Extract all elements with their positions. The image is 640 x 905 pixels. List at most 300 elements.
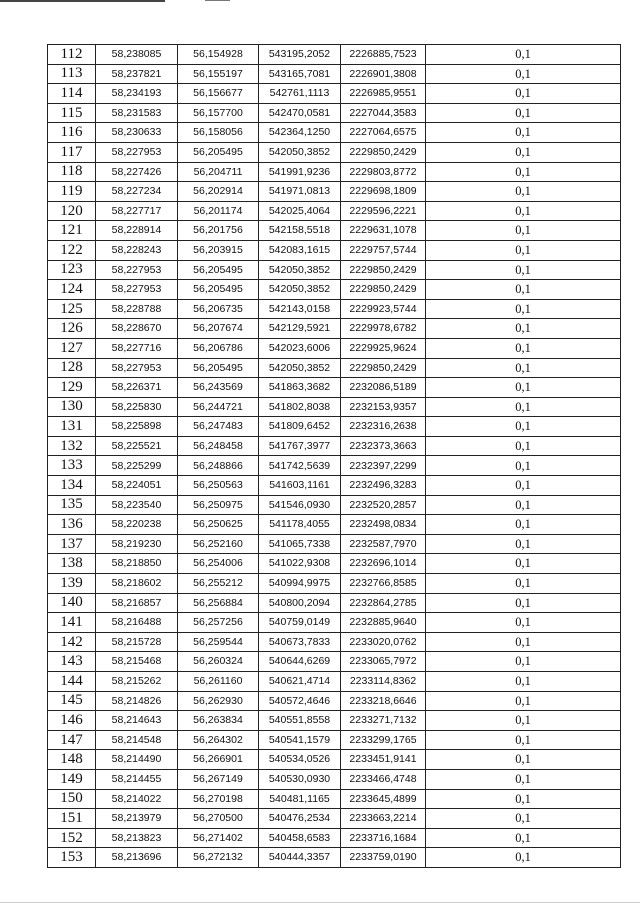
longitude-cell: 56,260324 bbox=[178, 652, 259, 672]
y-coordinate-cell: 2232498,0834 bbox=[341, 515, 426, 535]
x-coordinate-cell: 542083,1615 bbox=[259, 240, 341, 260]
y-coordinate-cell: 2232696,1014 bbox=[341, 554, 426, 574]
x-coordinate-cell: 540481,1165 bbox=[259, 789, 341, 809]
longitude-cell: 56,270198 bbox=[178, 789, 259, 809]
point-number-cell: 146 bbox=[48, 711, 96, 731]
accuracy-cell: 0,1 bbox=[426, 769, 621, 789]
x-coordinate-cell: 542050,3852 bbox=[259, 260, 341, 280]
table-row bbox=[48, 240, 621, 260]
table-row bbox=[48, 260, 621, 280]
point-number-cell: 135 bbox=[48, 495, 96, 515]
accuracy-cell: 0,1 bbox=[426, 476, 621, 496]
accuracy-cell: 0,1 bbox=[426, 162, 621, 182]
latitude-cell: 58,215468 bbox=[96, 652, 178, 672]
table-row bbox=[48, 652, 621, 672]
longitude-cell: 56,205495 bbox=[178, 260, 259, 280]
accuracy-cell: 0,1 bbox=[426, 299, 621, 319]
y-coordinate-cell: 2233451,9141 bbox=[341, 750, 426, 770]
y-coordinate-cell: 2232397,2299 bbox=[341, 456, 426, 476]
y-coordinate-cell: 2233759,0190 bbox=[341, 848, 426, 868]
point-number-cell: 115 bbox=[48, 103, 96, 123]
accuracy-cell: 0,1 bbox=[426, 730, 621, 750]
table-row bbox=[48, 672, 621, 692]
y-coordinate-cell: 2229596,2221 bbox=[341, 201, 426, 221]
point-number-cell: 124 bbox=[48, 280, 96, 300]
latitude-cell: 58,238085 bbox=[96, 45, 178, 65]
x-coordinate-cell: 543165,7081 bbox=[259, 64, 341, 84]
accuracy-cell: 0,1 bbox=[426, 182, 621, 202]
latitude-cell: 58,213979 bbox=[96, 809, 178, 829]
x-coordinate-cell: 541991,9236 bbox=[259, 162, 341, 182]
longitude-cell: 56,264302 bbox=[178, 730, 259, 750]
table-row bbox=[48, 123, 621, 143]
x-coordinate-cell: 541767,3977 bbox=[259, 436, 341, 456]
latitude-cell: 58,218602 bbox=[96, 574, 178, 594]
x-coordinate-cell: 542158,5518 bbox=[259, 221, 341, 241]
x-coordinate-cell: 540530,0930 bbox=[259, 769, 341, 789]
accuracy-cell: 0,1 bbox=[426, 45, 621, 65]
point-number-cell: 116 bbox=[48, 123, 96, 143]
table-row bbox=[48, 730, 621, 750]
latitude-cell: 58,227953 bbox=[96, 358, 178, 378]
accuracy-cell: 0,1 bbox=[426, 809, 621, 829]
latitude-cell: 58,214022 bbox=[96, 789, 178, 809]
point-number-cell: 121 bbox=[48, 221, 96, 241]
longitude-cell: 56,243569 bbox=[178, 378, 259, 398]
point-number-cell: 128 bbox=[48, 358, 96, 378]
longitude-cell: 56,247483 bbox=[178, 417, 259, 437]
longitude-cell: 56,205495 bbox=[178, 142, 259, 162]
y-coordinate-cell: 2227064,6575 bbox=[341, 123, 426, 143]
point-number-cell: 126 bbox=[48, 319, 96, 339]
table-row bbox=[48, 417, 621, 437]
table-row bbox=[48, 45, 621, 65]
y-coordinate-cell: 2229757,5744 bbox=[341, 240, 426, 260]
x-coordinate-cell: 541742,5639 bbox=[259, 456, 341, 476]
x-coordinate-cell: 542143,0158 bbox=[259, 299, 341, 319]
table-row bbox=[48, 221, 621, 241]
table-row bbox=[48, 378, 621, 398]
y-coordinate-cell: 2232864,2785 bbox=[341, 593, 426, 613]
x-coordinate-cell: 540644,6269 bbox=[259, 652, 341, 672]
table-row bbox=[48, 809, 621, 829]
latitude-cell: 58,230633 bbox=[96, 123, 178, 143]
x-coordinate-cell: 542050,3852 bbox=[259, 358, 341, 378]
x-coordinate-cell: 540994,9975 bbox=[259, 574, 341, 594]
longitude-cell: 56,205495 bbox=[178, 358, 259, 378]
latitude-cell: 58,225830 bbox=[96, 397, 178, 417]
table-row bbox=[48, 358, 621, 378]
longitude-cell: 56,155197 bbox=[178, 64, 259, 84]
point-number-cell: 118 bbox=[48, 162, 96, 182]
accuracy-cell: 0,1 bbox=[426, 848, 621, 868]
x-coordinate-cell: 540541,1579 bbox=[259, 730, 341, 750]
point-number-cell: 125 bbox=[48, 299, 96, 319]
y-coordinate-cell: 2233716,1684 bbox=[341, 828, 426, 848]
accuracy-cell: 0,1 bbox=[426, 456, 621, 476]
x-coordinate-cell: 540534,0526 bbox=[259, 750, 341, 770]
top-rule bbox=[0, 0, 640, 2]
y-coordinate-cell: 2229698,1809 bbox=[341, 182, 426, 202]
table-row bbox=[48, 299, 621, 319]
y-coordinate-cell: 2233218,6646 bbox=[341, 691, 426, 711]
x-coordinate-cell: 541022,9308 bbox=[259, 554, 341, 574]
accuracy-cell: 0,1 bbox=[426, 201, 621, 221]
accuracy-cell: 0,1 bbox=[426, 554, 621, 574]
accuracy-cell: 0,1 bbox=[426, 613, 621, 633]
point-number-cell: 147 bbox=[48, 730, 96, 750]
latitude-cell: 58,219230 bbox=[96, 534, 178, 554]
x-coordinate-cell: 541065,7338 bbox=[259, 534, 341, 554]
point-number-cell: 123 bbox=[48, 260, 96, 280]
table-row bbox=[48, 789, 621, 809]
y-coordinate-cell: 2229803,8772 bbox=[341, 162, 426, 182]
x-coordinate-cell: 542129,5921 bbox=[259, 319, 341, 339]
point-number-cell: 153 bbox=[48, 848, 96, 868]
y-coordinate-cell: 2232496,3283 bbox=[341, 476, 426, 496]
table-row bbox=[48, 554, 621, 574]
point-number-cell: 131 bbox=[48, 417, 96, 437]
point-number-cell: 129 bbox=[48, 378, 96, 398]
x-coordinate-cell: 541863,3682 bbox=[259, 378, 341, 398]
x-coordinate-cell: 541802,8038 bbox=[259, 397, 341, 417]
x-coordinate-cell: 542050,3852 bbox=[259, 142, 341, 162]
latitude-cell: 58,215262 bbox=[96, 672, 178, 692]
y-coordinate-cell: 2233065,7972 bbox=[341, 652, 426, 672]
accuracy-cell: 0,1 bbox=[426, 417, 621, 437]
point-number-cell: 136 bbox=[48, 515, 96, 535]
longitude-cell: 56,205495 bbox=[178, 280, 259, 300]
point-number-cell: 138 bbox=[48, 554, 96, 574]
x-coordinate-cell: 542470,0581 bbox=[259, 103, 341, 123]
point-number-cell: 134 bbox=[48, 476, 96, 496]
x-coordinate-cell: 542023,6006 bbox=[259, 338, 341, 358]
accuracy-cell: 0,1 bbox=[426, 358, 621, 378]
accuracy-cell: 0,1 bbox=[426, 319, 621, 339]
x-coordinate-cell: 542364,1250 bbox=[259, 123, 341, 143]
point-number-cell: 151 bbox=[48, 809, 96, 829]
y-coordinate-cell: 2233020,0762 bbox=[341, 632, 426, 652]
table-row bbox=[48, 280, 621, 300]
latitude-cell: 58,225299 bbox=[96, 456, 178, 476]
latitude-cell: 58,227426 bbox=[96, 162, 178, 182]
table-row bbox=[48, 319, 621, 339]
latitude-cell: 58,228914 bbox=[96, 221, 178, 241]
longitude-cell: 56,252160 bbox=[178, 534, 259, 554]
accuracy-cell: 0,1 bbox=[426, 64, 621, 84]
point-number-cell: 132 bbox=[48, 436, 96, 456]
y-coordinate-cell: 2233645,4899 bbox=[341, 789, 426, 809]
longitude-cell: 56,154928 bbox=[178, 45, 259, 65]
longitude-cell: 56,254006 bbox=[178, 554, 259, 574]
latitude-cell: 58,227234 bbox=[96, 182, 178, 202]
accuracy-cell: 0,1 bbox=[426, 574, 621, 594]
longitude-cell: 56,248458 bbox=[178, 436, 259, 456]
latitude-cell: 58,227953 bbox=[96, 142, 178, 162]
longitude-cell: 56,248866 bbox=[178, 456, 259, 476]
y-coordinate-cell: 2232885,9640 bbox=[341, 613, 426, 633]
longitude-cell: 56,261160 bbox=[178, 672, 259, 692]
latitude-cell: 58,226371 bbox=[96, 378, 178, 398]
accuracy-cell: 0,1 bbox=[426, 711, 621, 731]
table-row bbox=[48, 201, 621, 221]
table-row bbox=[48, 182, 621, 202]
top-rule-segment bbox=[0, 0, 165, 2]
latitude-cell: 58,227717 bbox=[96, 201, 178, 221]
y-coordinate-cell: 2233299,1765 bbox=[341, 730, 426, 750]
accuracy-cell: 0,1 bbox=[426, 142, 621, 162]
longitude-cell: 56,206786 bbox=[178, 338, 259, 358]
point-number-cell: 149 bbox=[48, 769, 96, 789]
y-coordinate-cell: 2232520,2857 bbox=[341, 495, 426, 515]
x-coordinate-cell: 540800,2094 bbox=[259, 593, 341, 613]
coordinates-table-body bbox=[48, 45, 621, 868]
x-coordinate-cell: 543195,2052 bbox=[259, 45, 341, 65]
y-coordinate-cell: 2226985,9551 bbox=[341, 84, 426, 104]
point-number-cell: 122 bbox=[48, 240, 96, 260]
latitude-cell: 58,228670 bbox=[96, 319, 178, 339]
y-coordinate-cell: 2229850,2429 bbox=[341, 260, 426, 280]
accuracy-cell: 0,1 bbox=[426, 652, 621, 672]
table-row bbox=[48, 476, 621, 496]
table-row bbox=[48, 574, 621, 594]
table-row bbox=[48, 142, 621, 162]
x-coordinate-cell: 540759,0149 bbox=[259, 613, 341, 633]
longitude-cell: 56,262930 bbox=[178, 691, 259, 711]
accuracy-cell: 0,1 bbox=[426, 593, 621, 613]
latitude-cell: 58,234193 bbox=[96, 84, 178, 104]
point-number-cell: 142 bbox=[48, 632, 96, 652]
longitude-cell: 56,271402 bbox=[178, 828, 259, 848]
accuracy-cell: 0,1 bbox=[426, 515, 621, 535]
table-row bbox=[48, 632, 621, 652]
point-number-cell: 143 bbox=[48, 652, 96, 672]
y-coordinate-cell: 2226901,3808 bbox=[341, 64, 426, 84]
latitude-cell: 58,220238 bbox=[96, 515, 178, 535]
longitude-cell: 56,267149 bbox=[178, 769, 259, 789]
y-coordinate-cell: 2233466,4748 bbox=[341, 769, 426, 789]
x-coordinate-cell: 541603,1161 bbox=[259, 476, 341, 496]
point-number-cell: 117 bbox=[48, 142, 96, 162]
y-coordinate-cell: 2232766,8585 bbox=[341, 574, 426, 594]
latitude-cell: 58,213823 bbox=[96, 828, 178, 848]
longitude-cell: 56,263834 bbox=[178, 711, 259, 731]
y-coordinate-cell: 2232587,7970 bbox=[341, 534, 426, 554]
point-number-cell: 120 bbox=[48, 201, 96, 221]
point-number-cell: 114 bbox=[48, 84, 96, 104]
top-rule-segment bbox=[205, 0, 230, 1]
table-row bbox=[48, 103, 621, 123]
table-row bbox=[48, 338, 621, 358]
point-number-cell: 137 bbox=[48, 534, 96, 554]
longitude-cell: 56,203915 bbox=[178, 240, 259, 260]
y-coordinate-cell: 2229850,2429 bbox=[341, 142, 426, 162]
longitude-cell: 56,157700 bbox=[178, 103, 259, 123]
accuracy-cell: 0,1 bbox=[426, 280, 621, 300]
point-number-cell: 148 bbox=[48, 750, 96, 770]
table-row bbox=[48, 848, 621, 868]
x-coordinate-cell: 540458,6583 bbox=[259, 828, 341, 848]
longitude-cell: 56,204711 bbox=[178, 162, 259, 182]
accuracy-cell: 0,1 bbox=[426, 789, 621, 809]
y-coordinate-cell: 2233271,7132 bbox=[341, 711, 426, 731]
latitude-cell: 58,223540 bbox=[96, 495, 178, 515]
latitude-cell: 58,214490 bbox=[96, 750, 178, 770]
y-coordinate-cell: 2232153,9357 bbox=[341, 397, 426, 417]
x-coordinate-cell: 542025,4064 bbox=[259, 201, 341, 221]
table-row bbox=[48, 84, 621, 104]
longitude-cell: 56,250563 bbox=[178, 476, 259, 496]
table-row bbox=[48, 534, 621, 554]
bottom-rule bbox=[0, 902, 640, 903]
longitude-cell: 56,206735 bbox=[178, 299, 259, 319]
y-coordinate-cell: 2229850,2429 bbox=[341, 358, 426, 378]
table-row bbox=[48, 162, 621, 182]
point-number-cell: 140 bbox=[48, 593, 96, 613]
accuracy-cell: 0,1 bbox=[426, 672, 621, 692]
latitude-cell: 58,237821 bbox=[96, 64, 178, 84]
latitude-cell: 58,225521 bbox=[96, 436, 178, 456]
accuracy-cell: 0,1 bbox=[426, 828, 621, 848]
y-coordinate-cell: 2226885,7523 bbox=[341, 45, 426, 65]
x-coordinate-cell: 540551,8558 bbox=[259, 711, 341, 731]
y-coordinate-cell: 2232373,3663 bbox=[341, 436, 426, 456]
accuracy-cell: 0,1 bbox=[426, 378, 621, 398]
latitude-cell: 58,228788 bbox=[96, 299, 178, 319]
table-row bbox=[48, 828, 621, 848]
table-row bbox=[48, 769, 621, 789]
y-coordinate-cell: 2229978,6782 bbox=[341, 319, 426, 339]
table-row bbox=[48, 436, 621, 456]
point-number-cell: 119 bbox=[48, 182, 96, 202]
latitude-cell: 58,214548 bbox=[96, 730, 178, 750]
y-coordinate-cell: 2229925,9624 bbox=[341, 338, 426, 358]
latitude-cell: 58,216488 bbox=[96, 613, 178, 633]
latitude-cell: 58,227953 bbox=[96, 280, 178, 300]
table-row bbox=[48, 691, 621, 711]
x-coordinate-cell: 540444,3357 bbox=[259, 848, 341, 868]
table-row bbox=[48, 397, 621, 417]
point-number-cell: 141 bbox=[48, 613, 96, 633]
longitude-cell: 56,207674 bbox=[178, 319, 259, 339]
latitude-cell: 58,225898 bbox=[96, 417, 178, 437]
longitude-cell: 56,244721 bbox=[178, 397, 259, 417]
point-number-cell: 127 bbox=[48, 338, 96, 358]
accuracy-cell: 0,1 bbox=[426, 691, 621, 711]
accuracy-cell: 0,1 bbox=[426, 534, 621, 554]
latitude-cell: 58,214826 bbox=[96, 691, 178, 711]
latitude-cell: 58,231583 bbox=[96, 103, 178, 123]
accuracy-cell: 0,1 bbox=[426, 84, 621, 104]
accuracy-cell: 0,1 bbox=[426, 123, 621, 143]
x-coordinate-cell: 541971,0813 bbox=[259, 182, 341, 202]
x-coordinate-cell: 540621,4714 bbox=[259, 672, 341, 692]
longitude-cell: 56,201174 bbox=[178, 201, 259, 221]
table-row bbox=[48, 593, 621, 613]
latitude-cell: 58,214455 bbox=[96, 769, 178, 789]
y-coordinate-cell: 2229850,2429 bbox=[341, 280, 426, 300]
coordinates-table bbox=[47, 44, 621, 868]
longitude-cell: 56,156677 bbox=[178, 84, 259, 104]
accuracy-cell: 0,1 bbox=[426, 397, 621, 417]
latitude-cell: 58,215728 bbox=[96, 632, 178, 652]
y-coordinate-cell: 2233663,2214 bbox=[341, 809, 426, 829]
x-coordinate-cell: 541178,4055 bbox=[259, 515, 341, 535]
latitude-cell: 58,214643 bbox=[96, 711, 178, 731]
table-row bbox=[48, 456, 621, 476]
point-number-cell: 150 bbox=[48, 789, 96, 809]
point-number-cell: 130 bbox=[48, 397, 96, 417]
table-row bbox=[48, 64, 621, 84]
longitude-cell: 56,266901 bbox=[178, 750, 259, 770]
accuracy-cell: 0,1 bbox=[426, 240, 621, 260]
accuracy-cell: 0,1 bbox=[426, 338, 621, 358]
x-coordinate-cell: 542050,3852 bbox=[259, 280, 341, 300]
latitude-cell: 58,227716 bbox=[96, 338, 178, 358]
x-coordinate-cell: 540572,4646 bbox=[259, 691, 341, 711]
point-number-cell: 144 bbox=[48, 672, 96, 692]
latitude-cell: 58,228243 bbox=[96, 240, 178, 260]
latitude-cell: 58,216857 bbox=[96, 593, 178, 613]
accuracy-cell: 0,1 bbox=[426, 103, 621, 123]
longitude-cell: 56,250975 bbox=[178, 495, 259, 515]
point-number-cell: 112 bbox=[48, 45, 96, 65]
accuracy-cell: 0,1 bbox=[426, 632, 621, 652]
longitude-cell: 56,257256 bbox=[178, 613, 259, 633]
longitude-cell: 56,250625 bbox=[178, 515, 259, 535]
latitude-cell: 58,227953 bbox=[96, 260, 178, 280]
latitude-cell: 58,218850 bbox=[96, 554, 178, 574]
x-coordinate-cell: 540476,2534 bbox=[259, 809, 341, 829]
table-row bbox=[48, 750, 621, 770]
y-coordinate-cell: 2227044,3583 bbox=[341, 103, 426, 123]
table-row bbox=[48, 711, 621, 731]
accuracy-cell: 0,1 bbox=[426, 436, 621, 456]
latitude-cell: 58,213696 bbox=[96, 848, 178, 868]
longitude-cell: 56,201756 bbox=[178, 221, 259, 241]
longitude-cell: 56,255212 bbox=[178, 574, 259, 594]
accuracy-cell: 0,1 bbox=[426, 221, 621, 241]
latitude-cell: 58,224051 bbox=[96, 476, 178, 496]
y-coordinate-cell: 2229631,1078 bbox=[341, 221, 426, 241]
point-number-cell: 152 bbox=[48, 828, 96, 848]
table-row bbox=[48, 495, 621, 515]
longitude-cell: 56,272132 bbox=[178, 848, 259, 868]
x-coordinate-cell: 542761,1113 bbox=[259, 84, 341, 104]
table-row bbox=[48, 613, 621, 633]
longitude-cell: 56,270500 bbox=[178, 809, 259, 829]
x-coordinate-cell: 540673,7833 bbox=[259, 632, 341, 652]
x-coordinate-cell: 541809,6452 bbox=[259, 417, 341, 437]
y-coordinate-cell: 2232316,2638 bbox=[341, 417, 426, 437]
longitude-cell: 56,158056 bbox=[178, 123, 259, 143]
accuracy-cell: 0,1 bbox=[426, 750, 621, 770]
point-number-cell: 133 bbox=[48, 456, 96, 476]
point-number-cell: 113 bbox=[48, 64, 96, 84]
longitude-cell: 56,202914 bbox=[178, 182, 259, 202]
point-number-cell: 139 bbox=[48, 574, 96, 594]
accuracy-cell: 0,1 bbox=[426, 260, 621, 280]
table-row bbox=[48, 515, 621, 535]
x-coordinate-cell: 541546,0930 bbox=[259, 495, 341, 515]
y-coordinate-cell: 2229923,5744 bbox=[341, 299, 426, 319]
longitude-cell: 56,259544 bbox=[178, 632, 259, 652]
point-number-cell: 145 bbox=[48, 691, 96, 711]
y-coordinate-cell: 2232086,5189 bbox=[341, 378, 426, 398]
accuracy-cell: 0,1 bbox=[426, 495, 621, 515]
y-coordinate-cell: 2233114,8362 bbox=[341, 672, 426, 692]
longitude-cell: 56,256884 bbox=[178, 593, 259, 613]
